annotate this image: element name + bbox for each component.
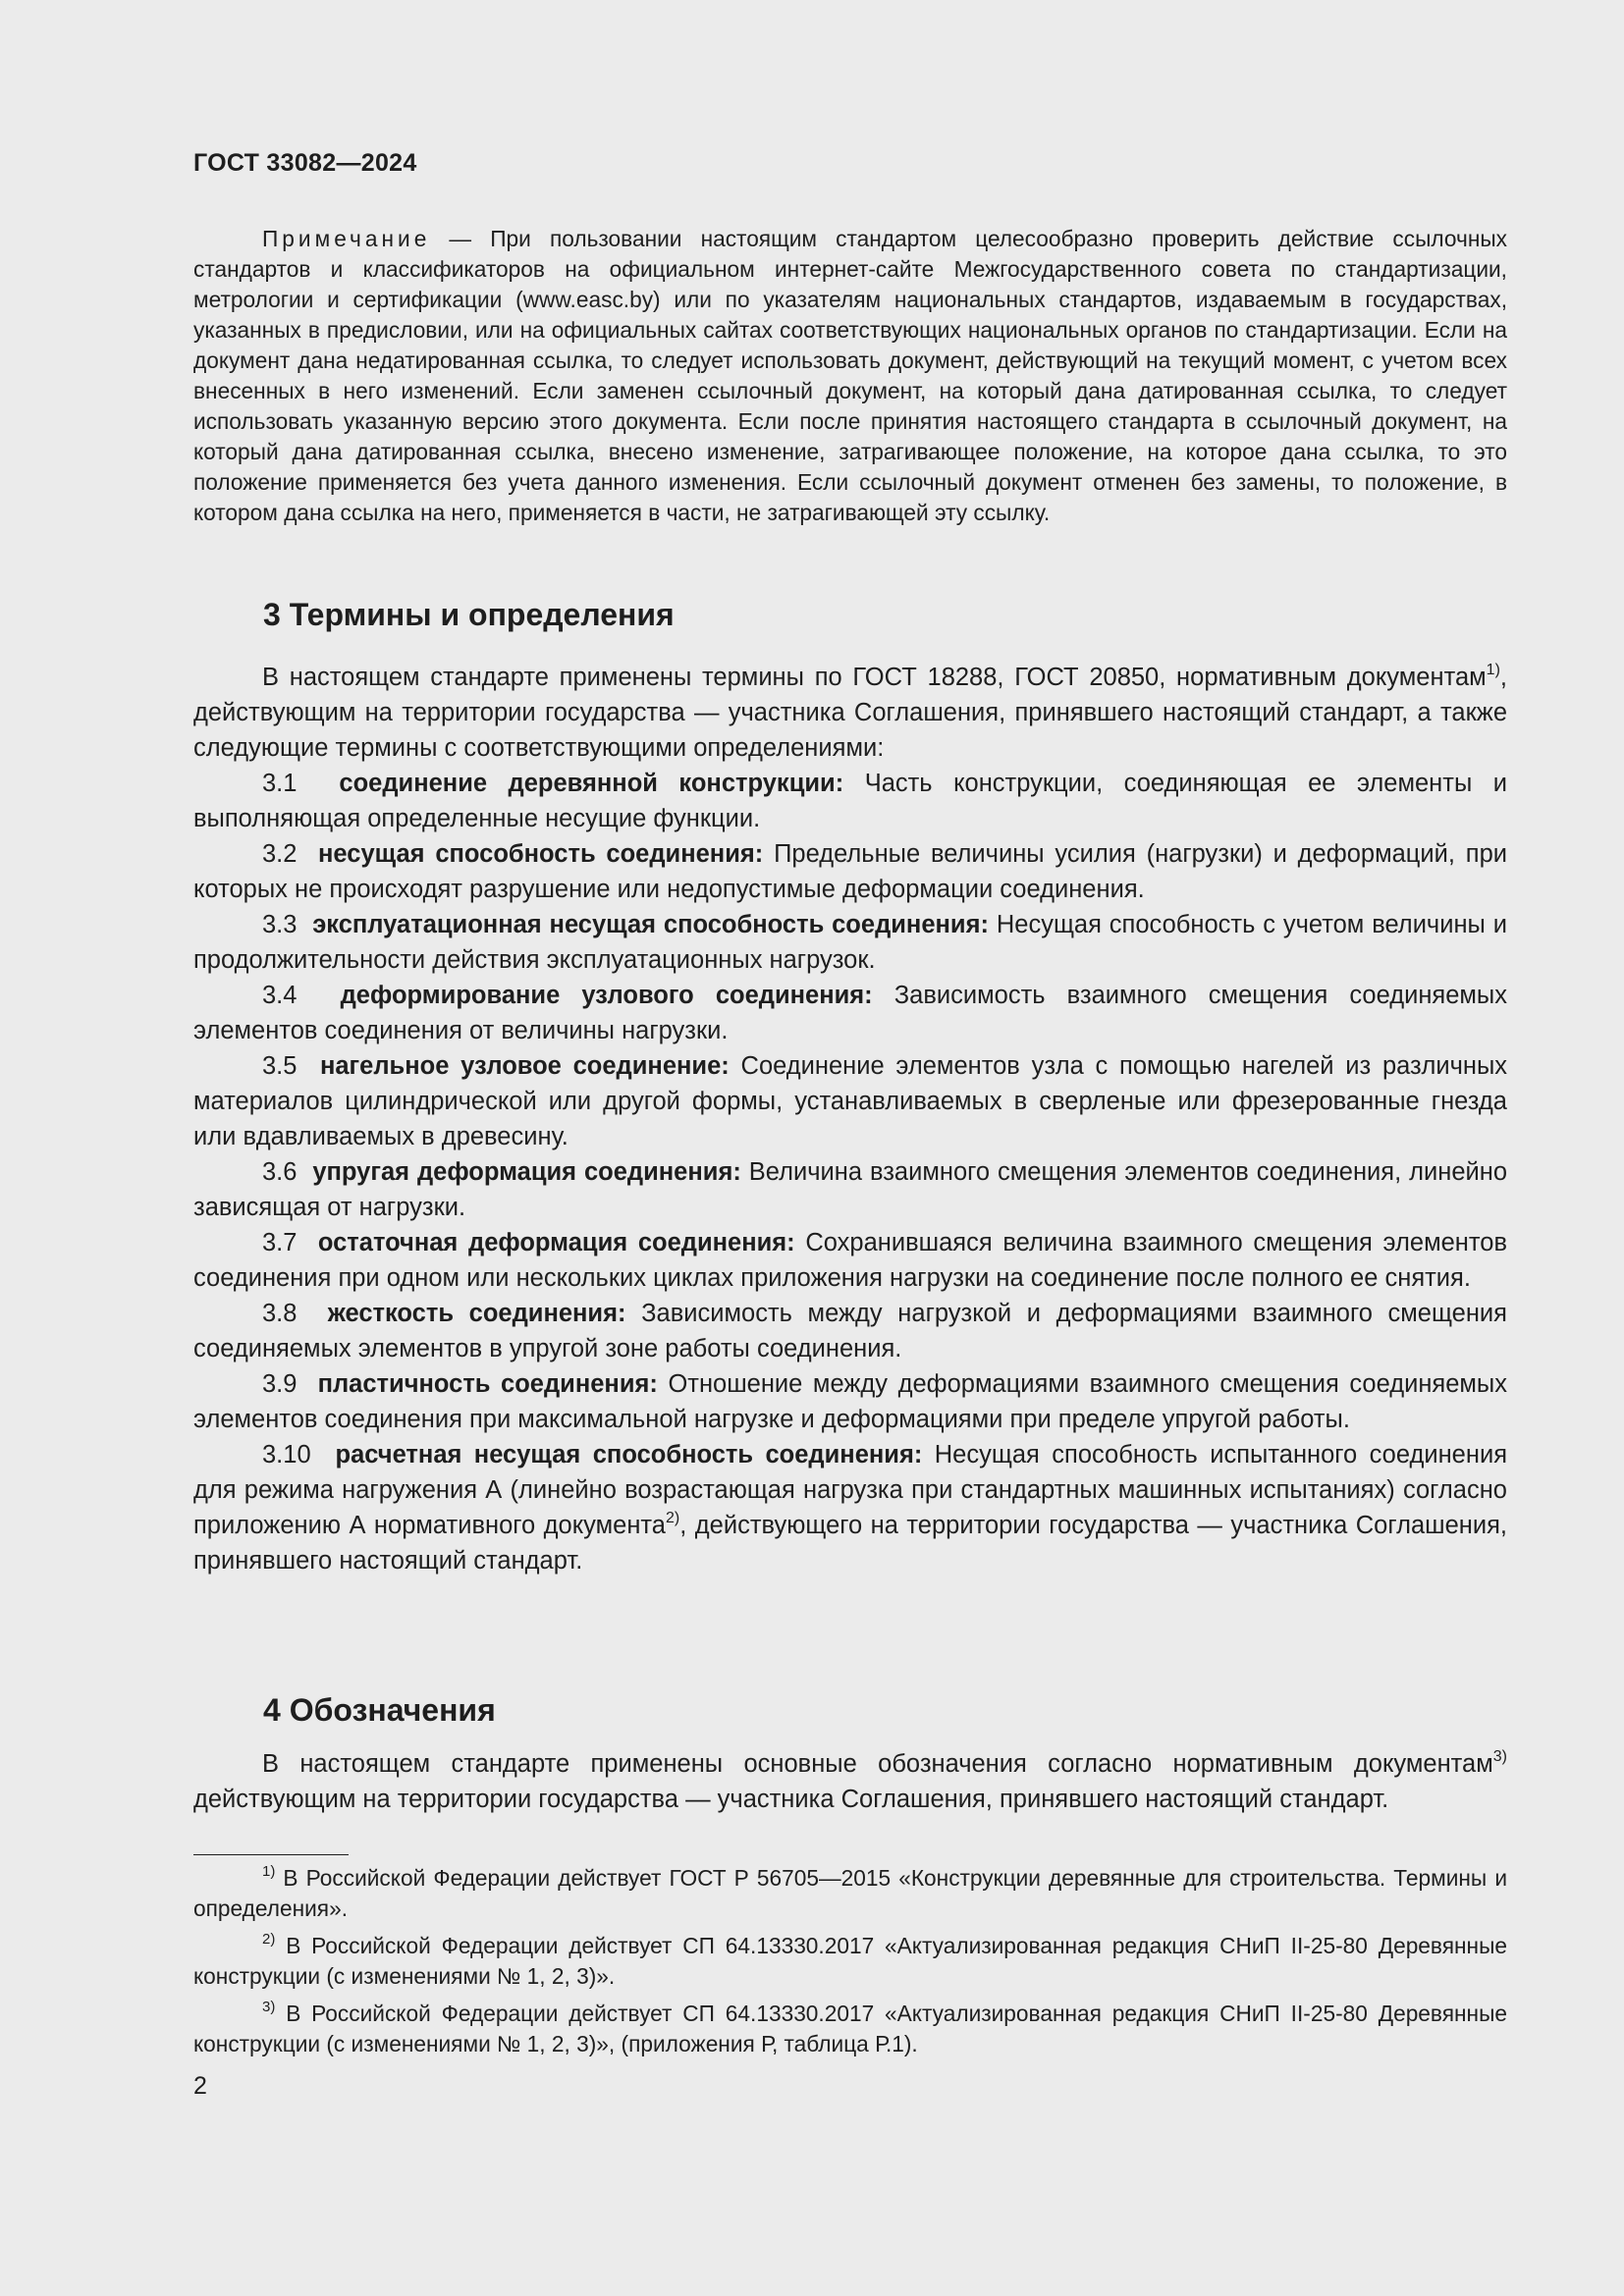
term-entry: 3.6 упругая деформация соединения: Величина взаимного смещения элементов соединения, линейно зависящая от нагрузки. bbox=[193, 1158, 1508, 1221]
term-name: упругая деформация соединения: bbox=[312, 1158, 741, 1186]
section-3-intro: В настоящем стандарте применены термины по ГОСТ 18288, ГОСТ 20850, нормативным документам$^{1)}$, действующим на территории государства — участника Соглашения, принявшего настоящий стандарт, а также следующие термины с соответствующими определениями: bbox=[193, 662, 1507, 762]
term-name: эксплуатационная несущая способность соединения: bbox=[312, 911, 989, 938]
term-definition: Несущая способность с учетом величины и продолжительности действия эксплуатационных нагрузок. bbox=[193, 911, 1508, 974]
term-name: остаточная деформация соединения: bbox=[317, 1229, 795, 1256]
term-definition: Сохранившаяся величина взаимного смещения элементов соединения при одном или нескольких циклах приложения нагрузки на соединение после полного ее снятия. bbox=[193, 1229, 1507, 1292]
term-definition: Предельные величины усилия (нагрузки) и деформаций, при которых не происходят разрушение или недопустимые деформации соединения. bbox=[193, 840, 1507, 903]
page-number: 2 bbox=[193, 2072, 207, 2100]
term-name: расчетная несущая способность соединения: bbox=[335, 1441, 923, 1468]
footnote-mark: 2) bbox=[262, 1931, 276, 1948]
term-definition: Соединение элементов узла с помощью нагелей из различных материалов цилиндрической или другой формы, устанавливаемых в сверленые или фрезерованные гнезда или вдавливаемых в древесину. bbox=[193, 1052, 1508, 1150]
term-name: деформирование узлового соединения: bbox=[340, 982, 873, 1009]
term-entry: 3.2 несущая способность соединения: Предельные величины усилия (нагрузки) и деформаций, при которых не происходят разрушение или недопустимые деформации соединения. bbox=[193, 840, 1507, 903]
term-entry: 3.5 нагельное узловое соединение: Соединение элементов узла с помощью нагелей из различных материалов цилиндрической или другой формы, устанавливаемых в сверленые или фрезерованные гнезда или вдавливаемых в древесину. bbox=[193, 1052, 1508, 1150]
term-definition: Зависимость взаимного смещения соединяемых элементов соединения от величины нагрузки. bbox=[193, 982, 1507, 1044]
footnote-ref-2: 2) bbox=[666, 1510, 680, 1526]
term-definition: Отношение между деформациями взаимного смещения соединяемых элементов соединения при максимальной нагрузке и деформациями при пределе упругой работы. bbox=[193, 1370, 1508, 1433]
term-entry: 3.9 пластичность соединения: Отношение между деформациями взаимного смещения соединяемых элементов соединения при максимальной нагрузке и деформациями при пределе упругой работы. bbox=[193, 1370, 1508, 1433]
term-entry: 3.4 деформирование узлового соединения: Зависимость взаимного смещения соединяемых элементов соединения от величины нагрузки. bbox=[193, 982, 1507, 1044]
footnote-item bbox=[193, 1931, 1507, 1992]
note-label: Примечание bbox=[262, 226, 431, 251]
footnote-item bbox=[193, 1863, 1507, 1924]
footnote-ref-1: 1) bbox=[1486, 662, 1500, 678]
term-name: соединение деревянной конструкции: bbox=[339, 770, 844, 797]
term-name: пластичность соединения: bbox=[317, 1370, 658, 1398]
term-entry: 3.3 эксплуатационная несущая способность соединения: Несущая способность с учетом величины и продолжительности действия эксплуатационных нагрузок. bbox=[193, 911, 1508, 974]
section-4-title: 4 Обозначения bbox=[263, 1692, 496, 1728]
section-3-body bbox=[193, 660, 1507, 1578]
term-definition: Несущая способность испытанного соединения для режима нагружения А (линейно возрастающая нагрузка при стандартных машинных испытаниях) согласно приложению А нормативного документа bbox=[193, 1441, 1507, 1539]
footnote-divider bbox=[193, 1854, 349, 1855]
section-3-title: 3 Термины и определения bbox=[263, 597, 675, 632]
term-definition: Зависимость между нагрузкой и деформациями взаимного смещения соединяемых элементов в упругой зоне работы соединения. bbox=[193, 1300, 1507, 1362]
reference-note bbox=[193, 224, 1507, 528]
term-entry: 3.1 соединение деревянной конструкции: Часть конструкции, соединяющая ее элементы и выполняющая определенные несущие функции. bbox=[193, 770, 1507, 832]
footnote-mark: 1) bbox=[262, 1863, 276, 1880]
document-header: ГОСТ 33082—2024 bbox=[193, 149, 417, 177]
term-definition: Величина взаимного смещения элементов соединения, линейно зависящая от нагрузки. bbox=[193, 1158, 1508, 1221]
term-entry: 3.7 остаточная деформация соединения: Сохранившаяся величина взаимного смещения элементов соединения при одном или нескольких циклах приложения нагрузки на соединение после полного ее снятия. bbox=[193, 1229, 1507, 1292]
term-name: несущая способность соединения: bbox=[318, 840, 764, 868]
footnote-item bbox=[193, 1999, 1507, 2059]
footnote-text: В Российской Федерации действует ГОСТ Р 56705—2015 «Конструкции деревянные для строительства. Термины и определения». bbox=[193, 1865, 1507, 1921]
footnote-text: В Российской Федерации действует СП 64.13330.2017 «Актуализированная редакция СНиП II-25-80 Деревянные конструкции (с изменениями № 1, 2, 3)». bbox=[193, 1933, 1507, 1989]
section-4-body bbox=[193, 1746, 1507, 1817]
term-name: нагельное узловое соединение: bbox=[319, 1052, 730, 1080]
section-4-text: В настоящем стандарте применены основные обозначения согласно нормативным документам$^{3)}$ действующим на территории государства — участника Соглашения, принявшего настоящий стандарт. bbox=[193, 1748, 1507, 1813]
term-name: жесткость соединения: bbox=[327, 1300, 626, 1327]
footnote-ref-3: 3) bbox=[1492, 1748, 1507, 1765]
footnotes bbox=[193, 1863, 1507, 2066]
footnote-text: В Российской Федерации действует СП 64.13330.2017 «Актуализированная редакция СНиП II-25-80 Деревянные конструкции (с изменениями № 1, 2, 3)», (приложения Р, таблица Р.1). bbox=[193, 2001, 1507, 2056]
term-definition: Часть конструкции, соединяющая ее элементы и выполняющая определенные несущие функции. bbox=[193, 770, 1507, 832]
term-entry: 3.8 жесткость соединения: Зависимость между нагрузкой и деформациями взаимного смещения соединяемых элементов в упругой зоне работы соединения. bbox=[193, 1300, 1507, 1362]
footnote-mark: 3) bbox=[262, 1999, 276, 2015]
term-entry: 3.10 расчетная несущая способность соединения: Несущая способность испытанного соединения для режима нагружения А (линейно возрастающая нагрузка при стандартных машинных испытаниях) согласно приложению А нормативного документа$^{2)}$, действующего на территории государства — участника Соглашения, принявшего настоящий стандарт. bbox=[193, 1441, 1507, 1575]
note-text: — При пользовании настоящим стандартом целесообразно проверить действие ссылочных стандартов и классификаторов на официальном интернет-сайте Межгосударственного совета по стандартизации, метрологии и сертификации (www.easc.by) или по указателям национальных стандартов, издаваемым в государствах, указанных в предисловии, или на официальных сайтах соответствующих национальных органов по стандартизации. Если на документ дана недатированная ссылка, то следует использовать документ, действующий на текущий момент, с учетом всех внесенных в него изменений. Если заменен ссылочный документ, на который дана датированная ссылка, то следует использовать указанную версию этого документа. Если после принятия настоящего стандарта в ссылочный документ, на который дана датированная ссылка, внесено изменение, затрагивающее положение, на которое дана ссылка, то это положение применяется без учета данного изменения. Если ссылочный документ отменен без замены, то положение, в котором дана ссылка на него, применяется в части, не затрагивающей эту ссылку. bbox=[193, 226, 1507, 525]
